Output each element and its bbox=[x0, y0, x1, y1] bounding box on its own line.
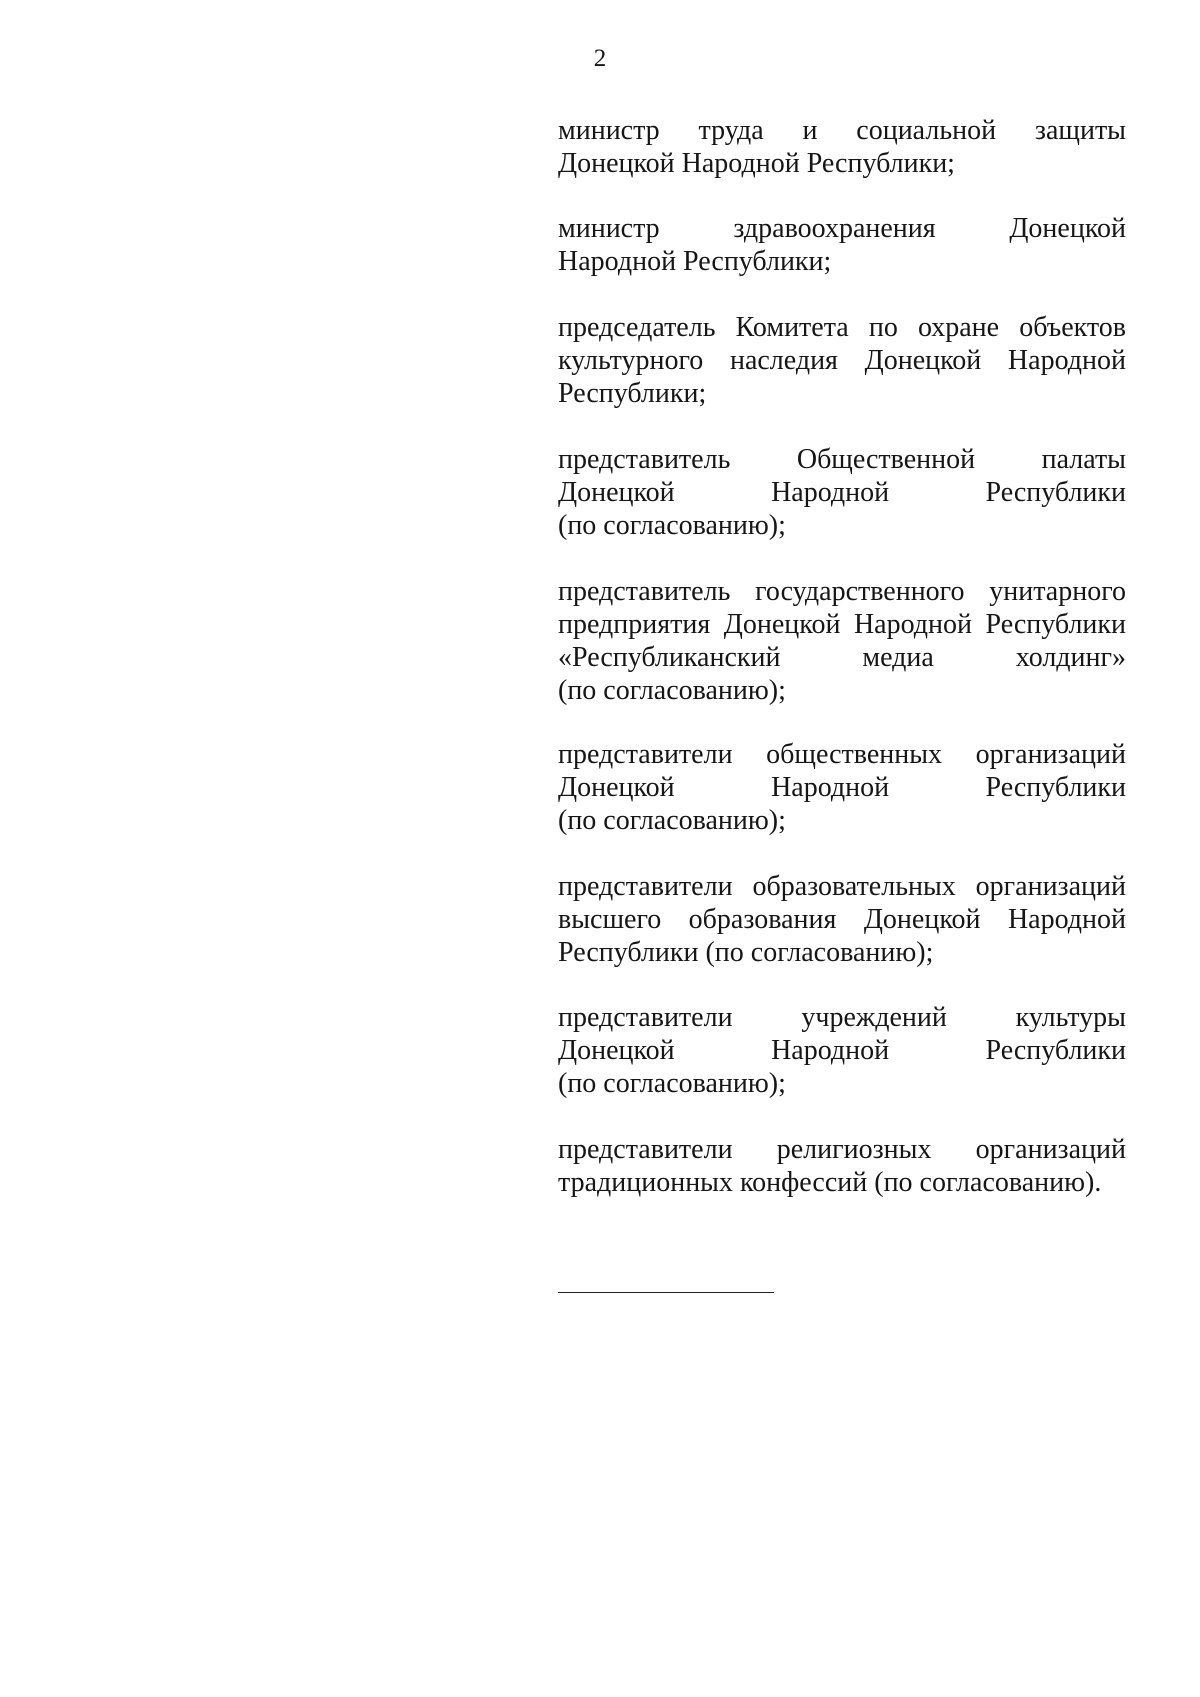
list-item bbox=[558, 443, 1126, 542]
entry-line: (по согласованию); bbox=[558, 1068, 786, 1099]
closing-divider bbox=[558, 1292, 774, 1293]
entry-line: представители учреждений культуры bbox=[558, 1002, 1126, 1033]
list-item bbox=[558, 1001, 1126, 1100]
list-item bbox=[558, 1133, 1126, 1199]
entry-line: министр здравоохранения Донецкой bbox=[558, 213, 1126, 244]
list-item bbox=[558, 575, 1126, 707]
list-item bbox=[558, 311, 1126, 410]
entry-line: Республики (по согласованию); bbox=[558, 937, 934, 968]
entry-line: (по согласованию); bbox=[558, 805, 786, 836]
entry-line: Народной Республики; bbox=[558, 246, 832, 277]
entry-line: представители образовательных организаций bbox=[558, 871, 1126, 902]
entry-line: (по согласованию); bbox=[558, 675, 786, 706]
list-item bbox=[558, 212, 1126, 278]
entry-line: (по согласованию); bbox=[558, 510, 786, 541]
entry-line: Донецкой Народной Республики bbox=[558, 1035, 1126, 1066]
entry-line: предприятия Донецкой Народной Республики bbox=[558, 609, 1126, 640]
entry-line: представители общественных организаций bbox=[558, 739, 1126, 770]
entry-line: председатель Комитета по охране объектов bbox=[558, 312, 1126, 343]
list-item bbox=[558, 114, 1126, 180]
list-item bbox=[558, 738, 1126, 837]
entry-line: представитель государственного унитарного bbox=[558, 576, 1126, 607]
entry-line: традиционных конфессий (по согласованию). bbox=[558, 1167, 1102, 1198]
page-number: 2 bbox=[593, 45, 607, 72]
entry-line: Донецкой Народной Республики bbox=[558, 772, 1126, 803]
entry-line: «Республиканский медиа холдинг» bbox=[558, 642, 1126, 673]
entry-line: высшего образования Донецкой Народной bbox=[558, 904, 1126, 935]
entry-line: представители религиозных организаций bbox=[558, 1134, 1126, 1165]
list-item bbox=[558, 870, 1126, 969]
entry-line: представитель Общественной палаты bbox=[558, 444, 1126, 475]
entry-line: Донецкой Народной Республики bbox=[558, 477, 1126, 508]
entry-line: Республики; bbox=[558, 378, 707, 409]
entry-line: министр труда и социальной защиты bbox=[558, 115, 1126, 146]
entry-line: культурного наследия Донецкой Народной bbox=[558, 345, 1126, 376]
entry-line: Донецкой Народной Республики; bbox=[558, 148, 955, 179]
